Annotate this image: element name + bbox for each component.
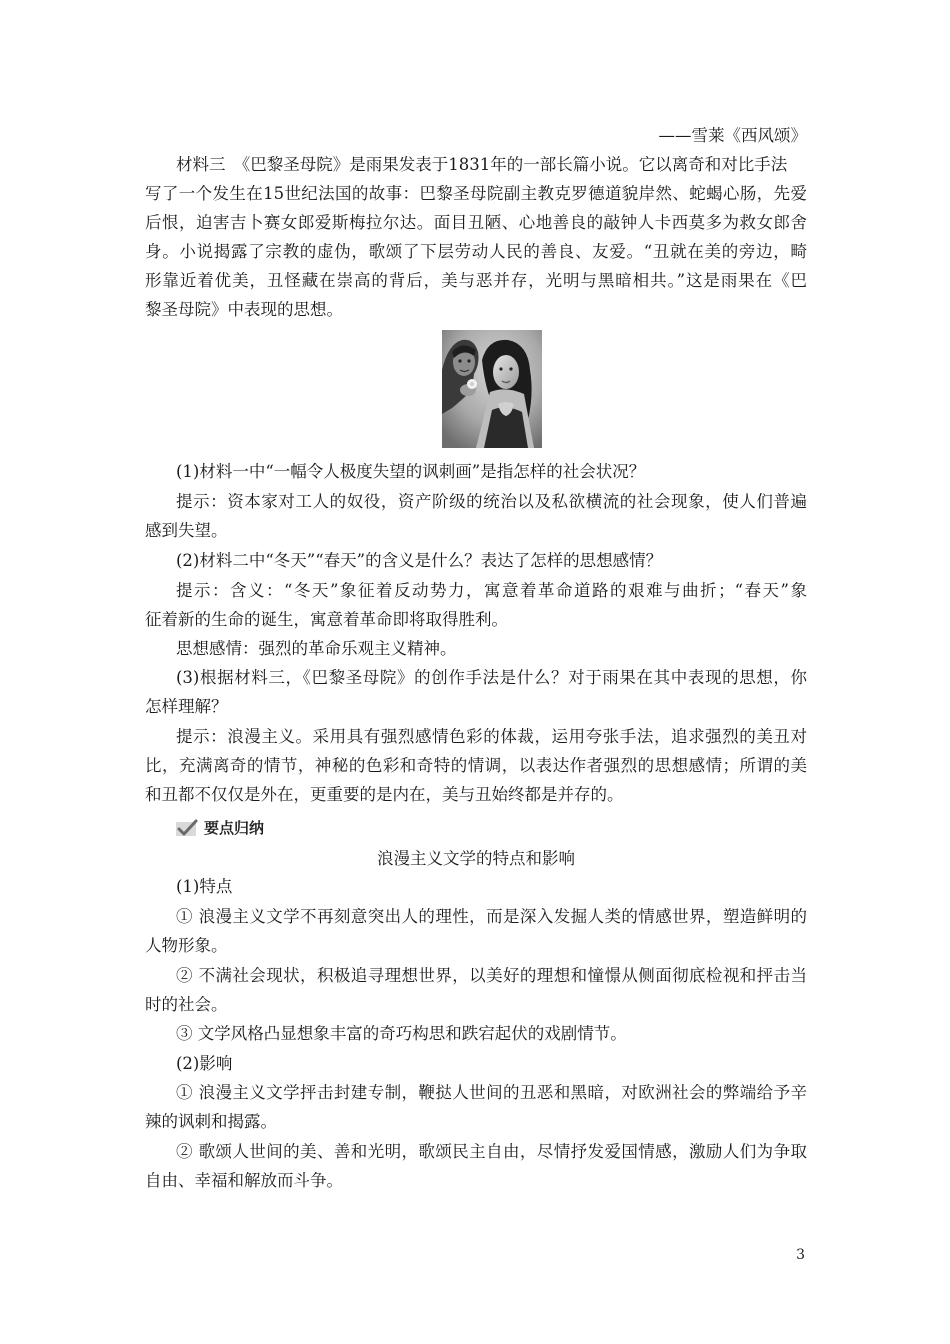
answer-3-line: 提示：浪漫主义。采用具有强烈感情色彩的体裁，运用夸张手法，追求强烈的美丑对 [176, 727, 807, 746]
answer-2-line: 征着新的生命的诞生，寓意着革命即将取得胜利。 [145, 610, 508, 629]
influence-item-line: ② 歌颂人世间的美、善和光明，歌颂民主自由，尽情抒发爱国情感，激励人们为争取 [176, 1142, 807, 1161]
checkmark-icon [176, 819, 198, 837]
summary-heading-label: 要点归纳 [204, 819, 265, 837]
notre-dame-illustration [442, 330, 542, 448]
features-heading: (1)特点 [176, 877, 233, 896]
answer-2-feelings: 思想感情：强烈的革命乐观主义精神。 [176, 639, 457, 658]
material3-line: 身。小说揭露了宗教的虚伪，歌颂了下层劳动人民的善良、友爱。“丑就在美的旁边，畸 [145, 242, 807, 261]
feature-item-line: 人物形象。 [145, 936, 228, 955]
material3-line: 后恨，迫害吉卜赛女郎爱斯梅拉尔达。面目丑陋、心地善良的敲钟人卡西莫多为救女郎舍 [145, 213, 807, 232]
feature-item-line: ① 浪漫主义文学不再刻意突出人的理性，而是深入发掘人类的情感世界，塑造鲜明的 [176, 907, 807, 926]
influence-heading: (2)影响 [176, 1054, 233, 1073]
influence-item-line: 自由、幸福和解放而斗争。 [145, 1171, 343, 1190]
influence-item-line: ① 浪漫主义文学抨击封建专制，鞭挞人世间的丑恶和黑暗，对欧洲社会的弊端给予辛 [176, 1083, 807, 1102]
summary-title: 浪漫主义文学的特点和影响 [377, 849, 575, 868]
answer-2-line: 提示：含义：“冬天”象征着反动势力，寓意着革命道路的艰难与曲折；“春天”象 [176, 581, 807, 600]
material3-line: 黎圣母院》中表现的思想。 [145, 300, 343, 319]
material3-line: 材料三 《巴黎圣母院》是雨果发表于1831年的一部长篇小说。它以离奇和对比手法 [176, 155, 788, 174]
material3-line: 形靠近着优美，丑怪藏在崇高的背后，美与恶并存，光明与黑暗相共。”这是雨果在《巴 [145, 271, 807, 290]
summary-heading [176, 818, 264, 838]
material3-line: 写了一个发生在15世纪法国的故事：巴黎圣母院副主教克罗德道貌岸然、蛇蝎心肠，先爱 [145, 184, 807, 203]
question-3-line: 怎样理解？ [145, 697, 228, 716]
question-1: (1)材料一中“一幅令人极度失望的讽刺画”是指怎样的社会状况？ [176, 462, 646, 481]
poem-attribution: ——雪莱《西风颂》 [658, 126, 807, 145]
answer-3-line: 和丑都不仅仅是外在，更重要的是内在，美与丑始终都是并存的。 [145, 785, 624, 804]
answer-1-line: 感到失望。 [145, 521, 228, 540]
question-2: (2)材料二中“冬天”“春天”的含义是什么？表达了怎样的思想感情？ [176, 551, 663, 570]
feature-item-line: 时的社会。 [145, 995, 228, 1014]
question-3-line: (3)根据材料三，《巴黎圣母院》的创作手法是什么？对于雨果在其中表现的思想，你 [176, 668, 807, 687]
feature-item-line: ③ 文学风格凸显想象丰富的奇巧构思和跌宕起伏的戏剧情节。 [176, 1024, 627, 1043]
answer-1-line: 提示：资本家对工人的奴役，资产阶级的统治以及私欲横流的社会现象，使人们普遍 [176, 492, 807, 511]
page-number: 3 [796, 1247, 805, 1263]
answer-3-line: 比，充满离奇的情节，神秘的色彩和奇特的情调，以表达作者强烈的思想感情；所谓的美 [145, 756, 807, 775]
feature-item-line: ② 不满社会现状，积极追寻理想世界，以美好的理想和憧憬从侧面彻底检视和抨击当 [176, 966, 807, 985]
influence-item-line: 辣的讽刺和揭露。 [145, 1112, 277, 1131]
